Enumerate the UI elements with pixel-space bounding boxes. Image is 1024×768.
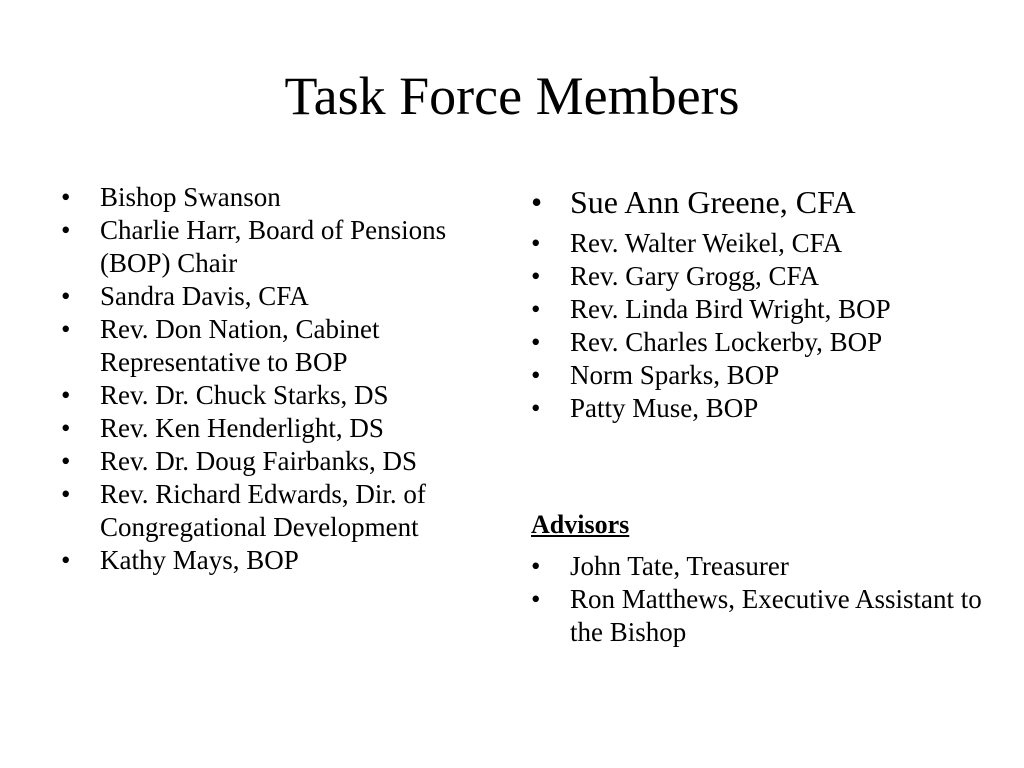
bullet-icon: • [531,261,541,291]
bullet-icon: • [61,413,71,443]
list-item [531,326,1001,359]
member-name: Rev. Don Nation, Cabinet Representative to BOP [100,314,380,377]
advisors-heading: Advisors [531,510,630,539]
bullet-icon: • [61,215,71,245]
slide-title: Task Force Members [284,66,740,126]
list-item [61,214,501,280]
member-name: Sue Ann Greene, CFA [570,184,856,220]
member-name: Rev. Charles Lockerby, BOP [570,327,883,357]
bullet-icon: • [531,294,541,324]
list-item [61,379,501,412]
list-item [61,313,501,379]
list-item [61,478,501,544]
bullet-icon: • [61,545,71,575]
list-item [531,181,1001,223]
bullet-icon: • [531,551,541,581]
member-name: Bishop Swanson [100,182,281,212]
bullet-icon: • [61,446,71,476]
bullet-icon: • [531,393,541,423]
list-item [531,583,1001,649]
bullet-icon: • [531,184,543,220]
list-item [61,280,501,313]
member-name: Charlie Harr, Board of Pensions (BOP) Chair [100,215,447,278]
left-member-list [61,181,501,577]
advisor-name: Ron Matthews, Executive Assistant to the Bishop [570,584,982,647]
member-name: Sandra Davis, CFA [100,281,309,311]
member-name: Rev. Ken Henderlight, DS [100,413,384,443]
member-name: Rev. Walter Weikel, CFA [570,228,843,258]
member-name: Rev. Richard Edwards, Dir. of Congregational Development [100,479,426,542]
bullet-icon: • [531,360,541,390]
list-item [531,550,1001,583]
member-name: Norm Sparks, BOP [570,360,780,390]
bullet-icon: • [531,584,541,614]
bullet-icon: • [61,380,71,410]
list-item [531,392,1001,425]
right-member-list [531,181,1001,425]
list-item [61,544,501,577]
list-item [531,293,1001,326]
list-item [61,412,501,445]
member-name: Rev. Dr. Chuck Starks, DS [100,380,389,410]
advisors-list [531,550,1001,649]
member-name: Patty Muse, BOP [570,393,759,423]
bullet-icon: • [531,327,541,357]
list-item [531,260,1001,293]
member-name: Kathy Mays, BOP [100,545,299,575]
advisor-name: John Tate, Treasurer [570,551,789,581]
list-item [61,181,501,214]
member-name: Rev. Dr. Doug Fairbanks, DS [100,446,417,476]
bullet-icon: • [61,314,71,344]
bullet-icon: • [531,228,541,258]
list-item [531,227,1001,260]
member-name: Rev. Gary Grogg, CFA [570,261,819,291]
member-name: Rev. Linda Bird Wright, BOP [570,294,891,324]
bullet-icon: • [61,479,71,509]
bullet-icon: • [61,182,71,212]
list-item [531,359,1001,392]
bullet-icon: • [61,281,71,311]
list-item [61,445,501,478]
